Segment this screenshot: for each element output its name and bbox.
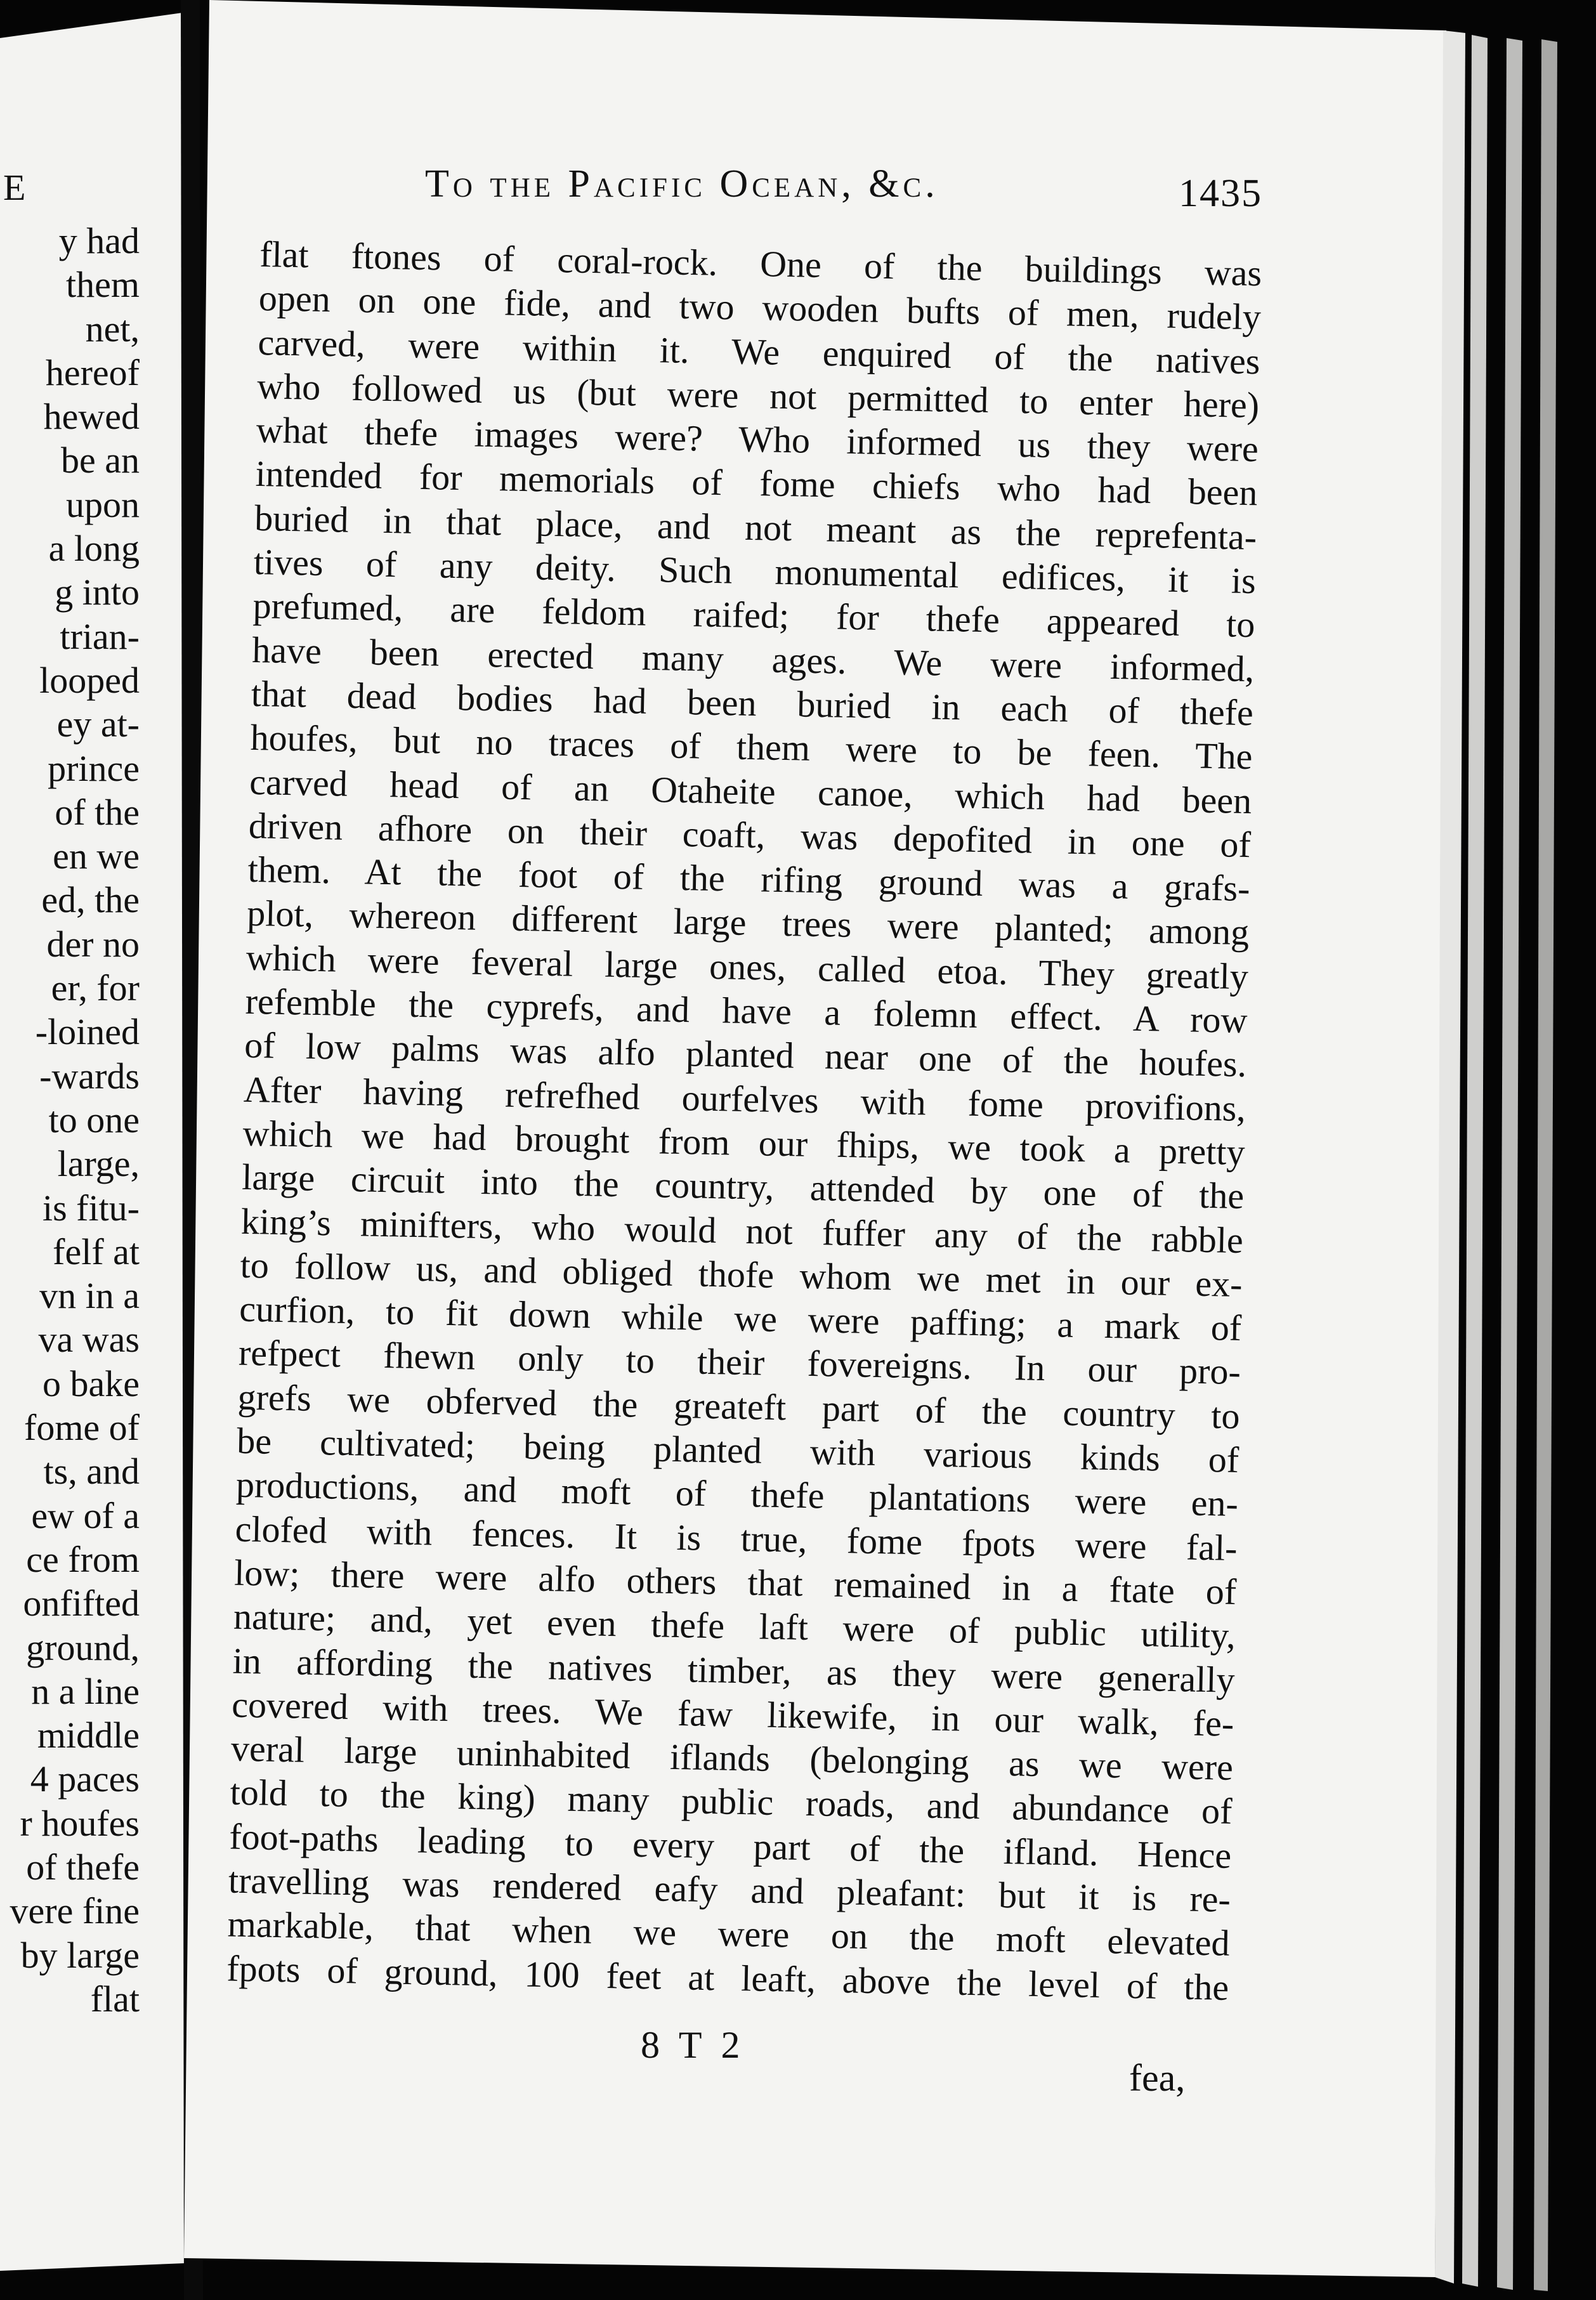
body-text [226, 232, 1262, 2009]
text-line: grefs we obferved the greateft part of the country to [237, 1376, 1241, 1437]
text-line: that dead bodies had been buried in each of thefe [251, 672, 1254, 734]
text-line: buried in that place, and not meant as the reprefenta- [254, 497, 1257, 558]
left-text-fragment: hereof [45, 351, 140, 393]
left-page-header-fragment: E [3, 167, 26, 208]
left-text-fragment: prince [48, 747, 140, 789]
left-text-fragment: vn in a [39, 1275, 140, 1317]
left-text-fragment: r houfes [20, 1802, 140, 1844]
page-header [425, 155, 1262, 225]
left-text-fragment: trian- [60, 615, 140, 657]
left-text-fragment: a long [48, 528, 140, 570]
text-line: fpots of ground, 100 feet at leaft, above the level of the [226, 1947, 1229, 2008]
text-line: told to the king) many public roads, and abundance of [230, 1771, 1233, 1833]
text-line: carved, were within it. We enquired of the natives [258, 321, 1261, 382]
text-line: who followed us (but were not permitted to enter here) [256, 365, 1260, 426]
text-line: be cultivated; being planted with various kinds of [236, 1420, 1240, 1480]
left-text-fragment: -loined [35, 1011, 140, 1053]
left-text-fragment: y had [58, 220, 140, 261]
left-text-fragment: middle [37, 1715, 140, 1756]
text-line: refpect fhewn only to their fovereigns. In our pro- [238, 1332, 1241, 1393]
text-line: have been erected many ages. We were informed, [251, 629, 1255, 689]
text-line: low; there were alfo others that remained in a ftate of [233, 1552, 1237, 1612]
text-line: them. At the foot of the rifing ground was a grafs- [247, 848, 1251, 910]
text-line: carved head of an Otaheite canoe, which had been [249, 761, 1252, 821]
left-text-fragment: is fitu- [42, 1187, 140, 1229]
left-text-fragment: vere fine [10, 1890, 140, 1932]
text-line: markable, that when we were on the moft elevated [227, 1903, 1231, 1964]
running-head: To the Pacific Ocean, &c. [425, 162, 939, 206]
left-text-fragment: by large [20, 1934, 140, 1976]
left-text-fragment: ed, the [41, 879, 140, 921]
left-text-fragment: of the [55, 791, 140, 833]
left-text-fragment: -wards [39, 1055, 140, 1097]
text-line: veral large uninhabited iflands (belonging as we were [230, 1727, 1234, 1788]
text-line: plot, whereon different large trees were planted; among [246, 892, 1250, 953]
text-line: clofed with fences. It is true, fome fpots were fal- [235, 1508, 1238, 1569]
left-text-fragment: en we [53, 835, 140, 877]
left-text-fragment: fome of [24, 1407, 140, 1449]
text-line: king’s minifters, who would not fuffer any of the rabble [240, 1200, 1244, 1261]
left-text-fragment: large, [57, 1143, 140, 1185]
text-line: flat ftones of coral-rock. One of the buildings was [259, 233, 1262, 294]
text-line: productions, and moft of thefe plantations were en- [235, 1463, 1239, 1525]
text-line: in affording the natives timber, as they were generally [232, 1640, 1236, 1701]
text-line: which we had brought from our fhips, we took a pretty [242, 1112, 1246, 1173]
left-page-text-fragments [0, 219, 140, 2021]
text-line: which were feveral large ones, called etoa. They greatly [245, 936, 1249, 997]
left-text-fragment: ce from [26, 1538, 140, 1580]
text-line: nature; and, yet even thefe laft were of public utility, [233, 1595, 1236, 1657]
text-line: intended for memorials of fome chiefs who had been [255, 453, 1259, 514]
signature-mark: 8 T 2 [641, 2024, 745, 2066]
left-text-fragment: net, [85, 308, 140, 350]
text-line: After having refrefhed ourfelves with fome provifions, [243, 1068, 1246, 1129]
text-line: houfes, but no traces of them were to be feen. The [250, 717, 1253, 778]
left-text-fragment: upon [66, 483, 140, 525]
left-text-fragment: flat [90, 1978, 140, 2020]
left-text-fragment: ground, [26, 1626, 140, 1668]
text-line: to follow us, and obliged thofe whom we met in our ex- [240, 1244, 1243, 1305]
left-text-fragment: to one [48, 1099, 140, 1140]
left-text-fragment: der no [46, 923, 140, 965]
text-line: prefumed, are feldom raifed; for thefe appeared to [252, 585, 1256, 646]
text-line: covered with trees. We faw likewife, in our walk, fe- [231, 1683, 1234, 1744]
left-text-fragment: n a line [31, 1670, 140, 1712]
text-line: refemble the cyprefs, and have a folemn effect. A row [245, 980, 1248, 1042]
left-text-fragment: of thefe [26, 1846, 140, 1888]
text-line: what thefe images were? Who informed us they were [256, 409, 1259, 470]
left-text-fragment: hewed [43, 396, 140, 438]
left-text-fragment: ts, and [43, 1451, 140, 1493]
text-line: open on one fide, and two wooden bufts of men, rudely [258, 277, 1262, 338]
text-line: travelling was rendered eafy and pleafant: but it is re- [228, 1859, 1231, 1920]
text-line: curfion, to fit down while we were paffing; a mark of [239, 1288, 1242, 1349]
catchword: fea, [1129, 2057, 1186, 2099]
left-text-fragment: looped [39, 659, 140, 701]
left-text-fragment: be an [61, 440, 140, 481]
left-text-fragment: them [66, 264, 140, 306]
text-line: of low palms was alfo planted near one of the houfes. [244, 1024, 1247, 1085]
text-line: foot-paths leading to every part of the ifland. Hence [228, 1815, 1232, 1876]
left-text-fragment: ew of a [31, 1494, 140, 1536]
text-line: tives of any deity. Such monumental edifices, it is [253, 540, 1257, 602]
left-text-fragment: er, for [51, 967, 140, 1009]
left-text-fragment: g into [55, 572, 140, 613]
page-number: 1435 [1179, 172, 1262, 215]
left-text-fragment: 4 paces [30, 1758, 140, 1800]
left-text-fragment: ey at- [56, 703, 140, 745]
left-text-fragment: o bake [43, 1362, 140, 1404]
left-text-fragment: felf at [53, 1231, 140, 1272]
left-text-fragment: va was [38, 1319, 140, 1361]
left-text-fragment: onfifted [23, 1583, 140, 1624]
text-line: driven afhore on their coaft, was depofited in one of [248, 804, 1252, 866]
text-line: large circuit into the country, attended by one of the [241, 1156, 1245, 1217]
